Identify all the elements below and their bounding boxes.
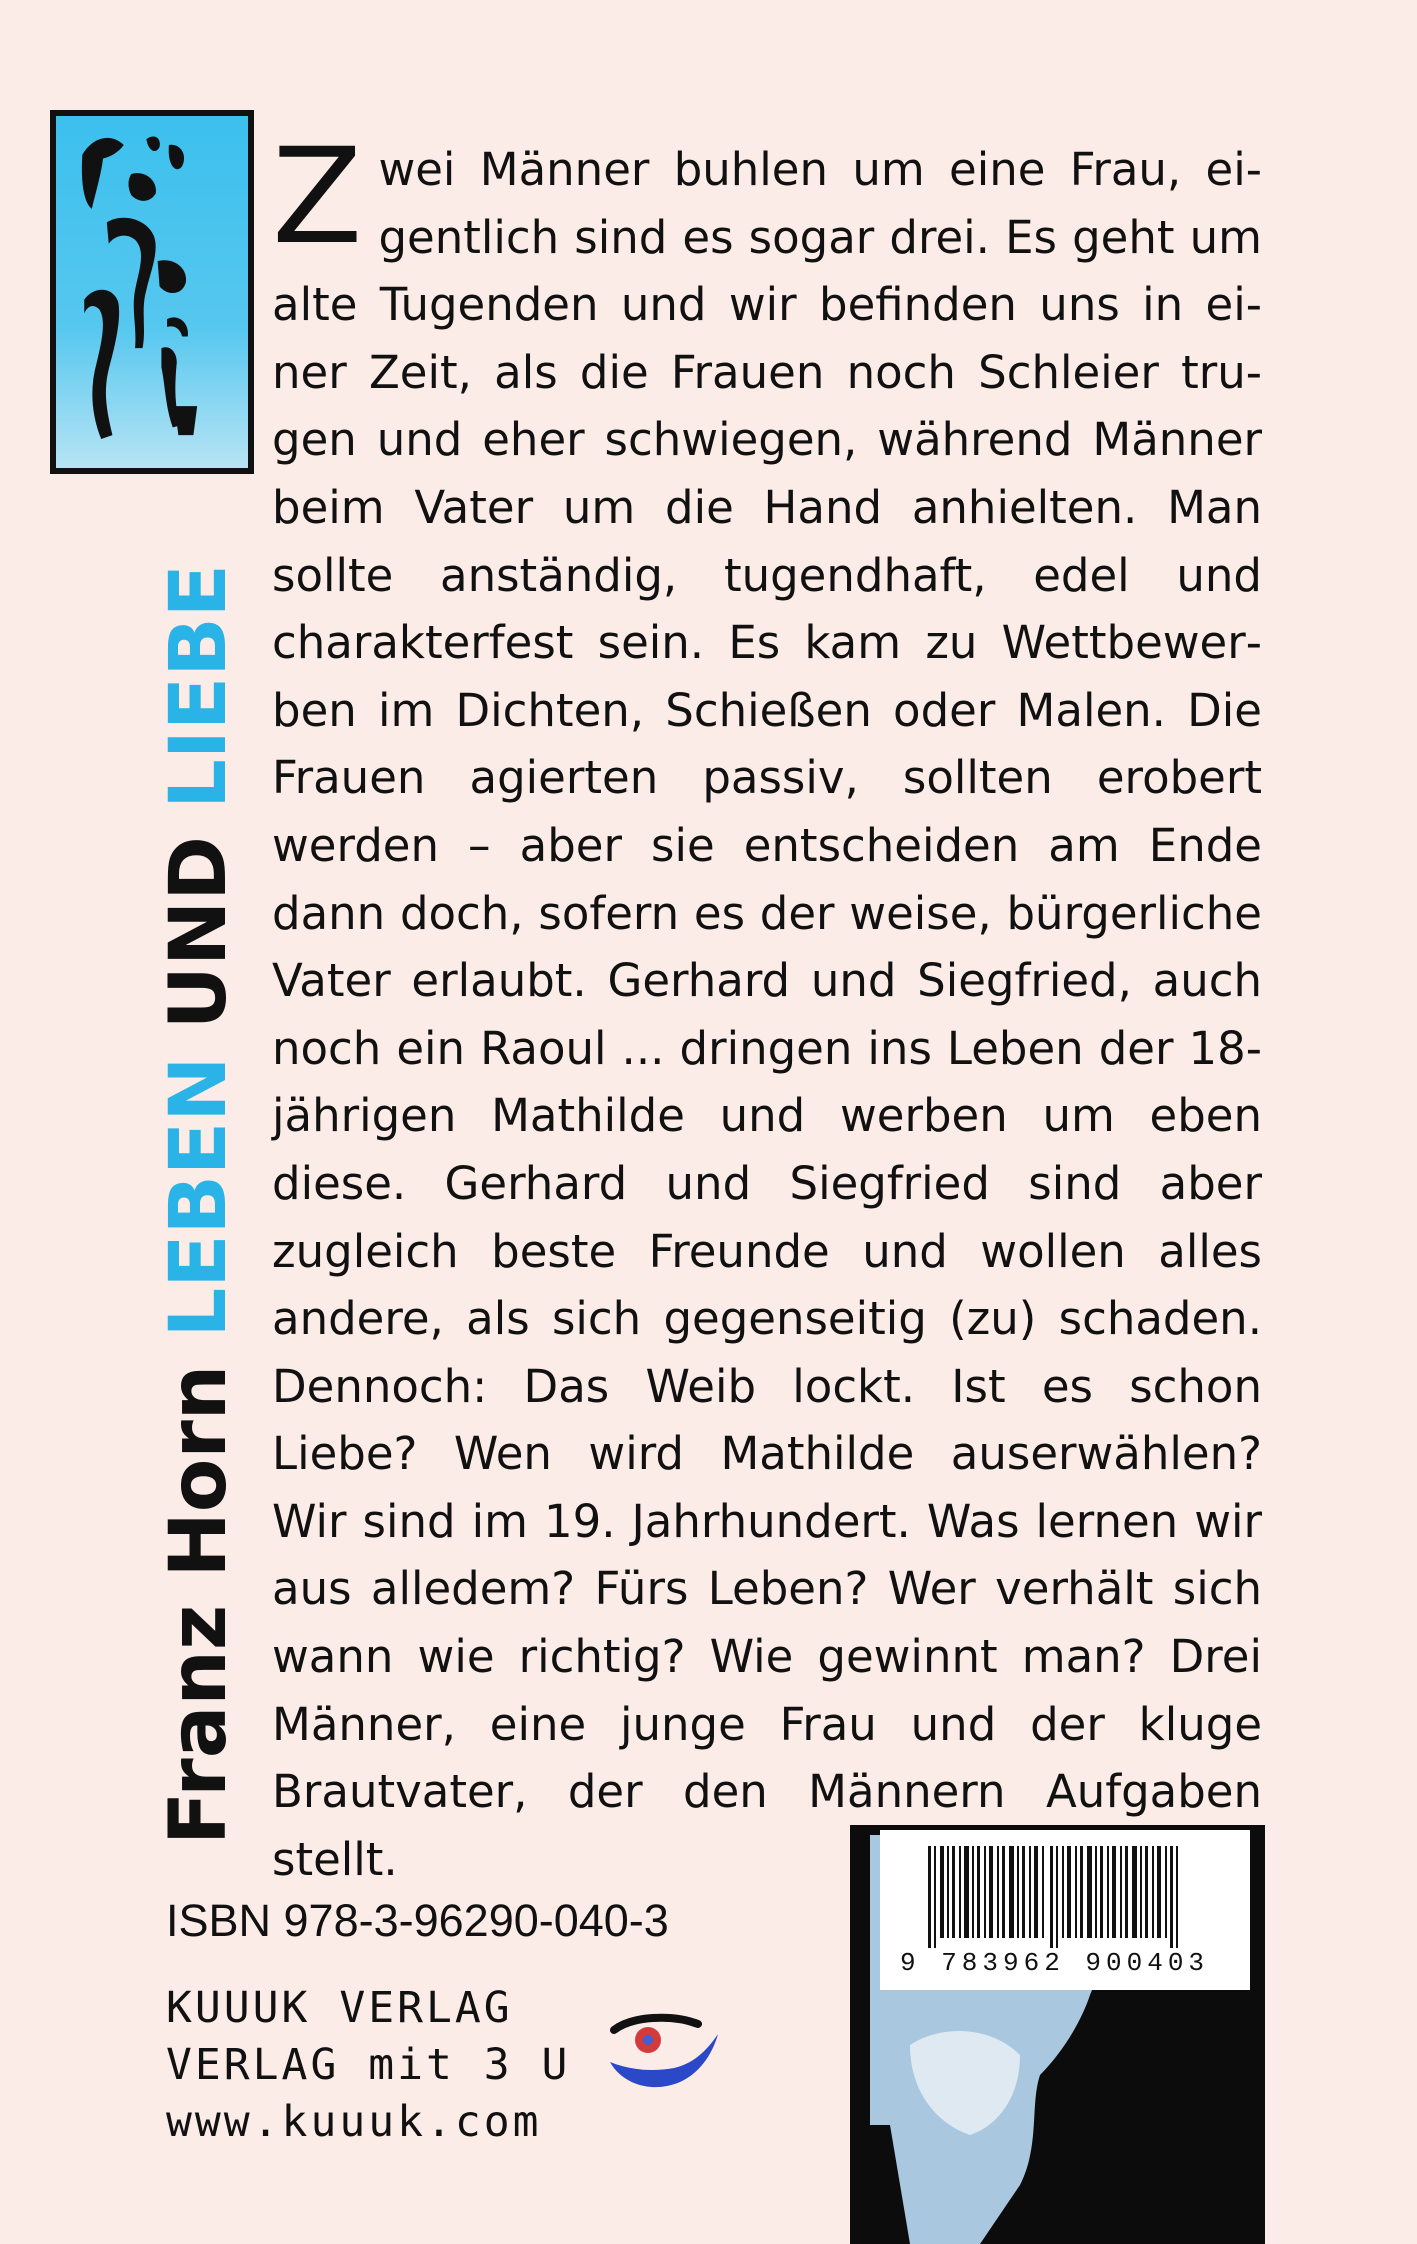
author-name: Franz Horn xyxy=(154,1364,244,1845)
title-word-leben: LEBEN xyxy=(154,1056,244,1338)
publisher-logo-icon xyxy=(602,2000,727,2100)
barcode-digits: 9 783962 900403 xyxy=(900,1948,1210,1978)
title-word-und: UND xyxy=(154,835,244,1030)
spine-title xyxy=(154,505,244,1845)
publisher-tagline: VERLAG mit 3 U xyxy=(166,2040,571,2090)
barcode xyxy=(880,1830,1250,1990)
barcode-bars-icon xyxy=(880,1830,1250,1948)
isbn-number: ISBN 978-3-96290-040-3 xyxy=(166,1895,669,1946)
publisher-website: www.kuuuk.com xyxy=(166,2097,542,2147)
blurb-text xyxy=(272,120,1262,1893)
title-word-liebe: LIEBE xyxy=(154,564,244,809)
blurb-body: wei Männer buhlen um eine Frau, eigentlich sind es sogar drei. Es geht um alte Tugenden und wir befinden uns in einer Zeit, als die Frauen noch Schleier trugen und eher schwiegen, während Männer beim Vater um die Hand anhielten. Man sollte anständig, tugendhaft, edel und charakterfest sein. Es kam zu Wettbewerben im Dichten, Schießen oder Malen. Die Frauen agierten passiv, sollten erobert werden – aber sie entscheiden am Ende dann doch, sofern es der weise, bürgerliche Vater erlaubt. Gerhard und Siegfried, auch noch ein Raoul ... dringen ins Leben der 18-jährigen Mathilde und werben um eben diese. Gerhard und Siegfried sind aber zugleich beste Freunde und wollen alles andere, als sich gegenseitig (zu) schaden. Dennoch: Das Weib lockt. Ist es schon Liebe? Wen wird Mathilde auserwählen? Wir sind im 19. Jahrhundert. Was lernen wir aus alledem? Fürs Leben? Wer verhält sich wann wie richtig? Wie gewinnt man? Drei Männer, eine junge Frau und der kluge Brautvater, der den Männern Aufgaben stellt. xyxy=(272,143,1262,1886)
publisher-name: KUUUK VERLAG xyxy=(166,1983,513,2033)
publisher-info xyxy=(166,1980,570,2151)
series-logo-icon xyxy=(50,110,254,474)
blurb-dropcap: Z xyxy=(272,120,363,274)
